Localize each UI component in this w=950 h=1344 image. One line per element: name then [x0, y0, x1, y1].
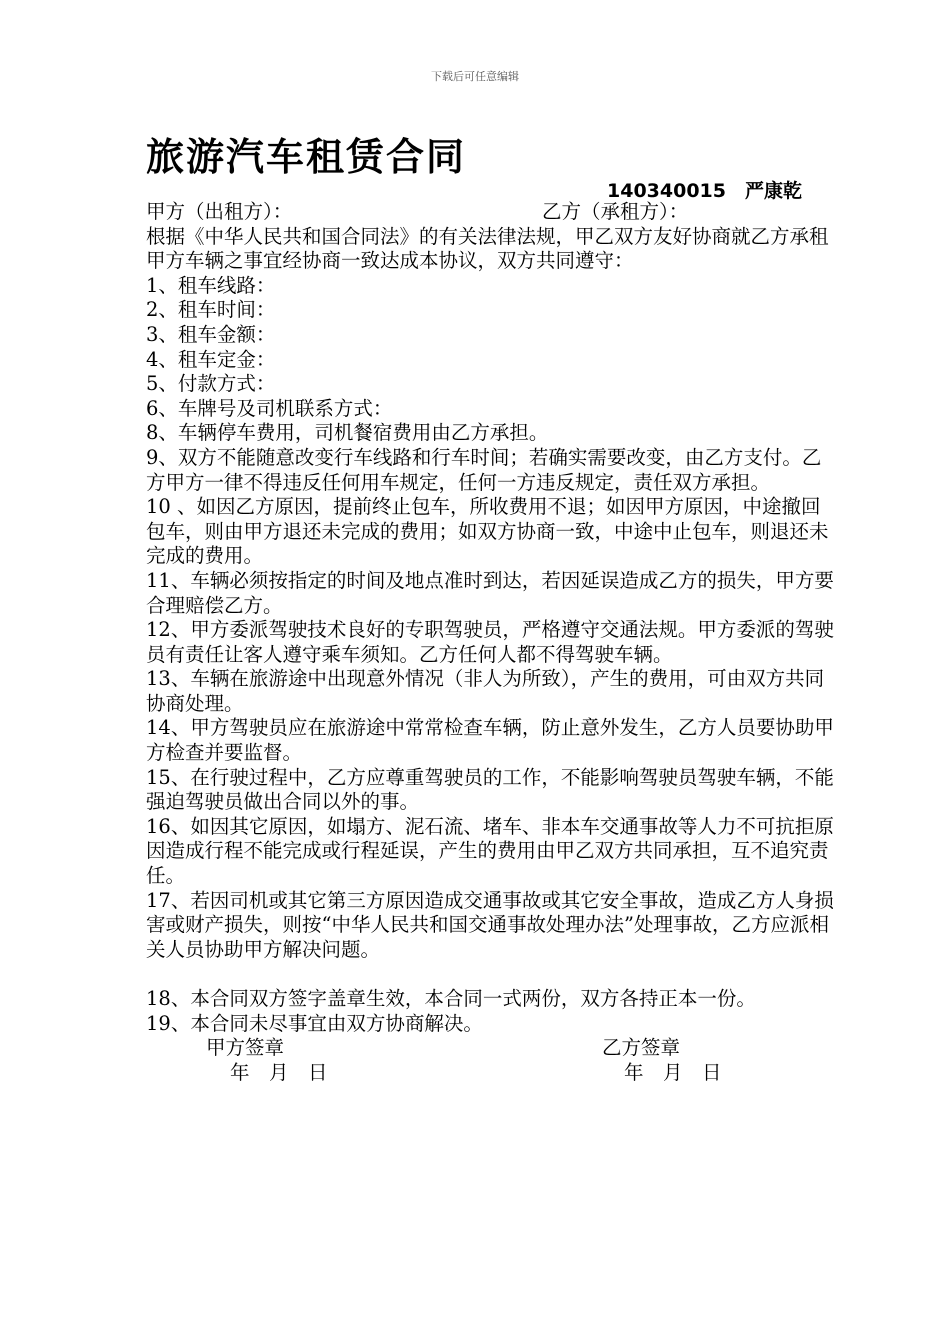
contract-body	[146, 200, 836, 1085]
clause: 6、车牌号及司机联系方式：	[146, 396, 393, 420]
closing-clause: 18、本合同双方签字盖章生效，本合同一式两份，双方各持正本一份。	[146, 987, 756, 1010]
clause: 10 、如因乙方原因，提前终止包车，所收费用不退；如因甲方原因，中途撤回包车，则由甲方退还未完成的费用；如双方协商一致，中途中止包车，则退还未完成的费用。	[146, 495, 829, 568]
party-row	[146, 200, 836, 225]
clause: 12、甲方委派驾驶技术良好的专职驾驶员，严格遵守交通法规。甲方委派的驾驶员有责任让客人遵守乘车须知。乙方任何人都不得驾驶车辆。	[146, 618, 834, 666]
signature-row	[146, 1036, 836, 1061]
clause: 2、租车时间：	[146, 298, 276, 322]
clause: 11、车辆必须按指定的时间及地点准时到达，若因延误造成乙方的损失，甲方要合理赔偿乙方。	[146, 568, 834, 617]
clause: 8、车辆停车费用，司机餐宿费用由乙方承担。	[146, 421, 549, 445]
clause: 14、甲方驾驶员应在旅游途中常常检查车辆，防止意外发生，乙方人员要协助甲方检查并要监督。	[146, 716, 834, 765]
clause: 13、车辆在旅游途中出现意外情况（非人为所致），产生的费用，可由双方共同协商处理。	[146, 667, 825, 715]
clause: 4、租车定金：	[146, 347, 276, 371]
clause: 1、租车线路：	[146, 273, 276, 297]
clause: 9、双方不能随意改变行车线路和行车时间；若确实需要改变，由乙方支付。乙方甲方一律不得违反任何用车规定，任何一方违反规定，责任双方承担。	[146, 445, 822, 494]
author-line: 140340015 严康乾	[607, 180, 802, 202]
preamble: 根据《中华人民共和国合同法》的有关法律法规，甲乙双方友好协商就乙方承租甲方车辆之事宜经协商一致达成本协议，双方共同遵守：	[146, 224, 829, 273]
document-title: 旅游汽车租赁合同	[146, 134, 467, 179]
closing-clause: 19、本合同未尽事宜由双方协商解决。	[146, 1011, 483, 1035]
party-b-label: 乙方（承租方）：	[542, 200, 689, 223]
date-row	[146, 1061, 836, 1086]
party-b-date: 年 月 日	[624, 1060, 722, 1084]
clause: 3、租车金额：	[146, 322, 276, 346]
clause: 15、在行驶过程中，乙方应尊重驾驶员的工作，不能影响驾驶员驾驶车辆，不能强迫驾驶员做出合同以外的事。	[146, 765, 834, 814]
header-note: 下载后可任意编辑	[431, 70, 519, 83]
party-a-signature-label: 甲方签章	[206, 1036, 285, 1060]
party-b-signature-label: 乙方签章	[602, 1036, 681, 1060]
party-a-label: 甲方（出租方）：	[146, 200, 293, 223]
blank-line	[146, 962, 836, 987]
clause: 16、如因其它原因，如塌方、泥石流、堵车、非本车交通事故等人力不可抗拒原因造成行程不能完成或行程延误，产生的费用由甲乙双方共同承担，互不追究责任。	[146, 814, 834, 888]
clause: 5、付款方式：	[146, 372, 276, 396]
party-a-date: 年 月 日	[230, 1060, 328, 1084]
clause: 17、若因司机或其它第三方原因造成交通事故或其它安全事故，造成乙方人身损害或财产损失，则按“中华人民共和国交通事故处理办法”处理事故，乙方应派相关人员协助甲方解决问题。	[146, 888, 834, 961]
